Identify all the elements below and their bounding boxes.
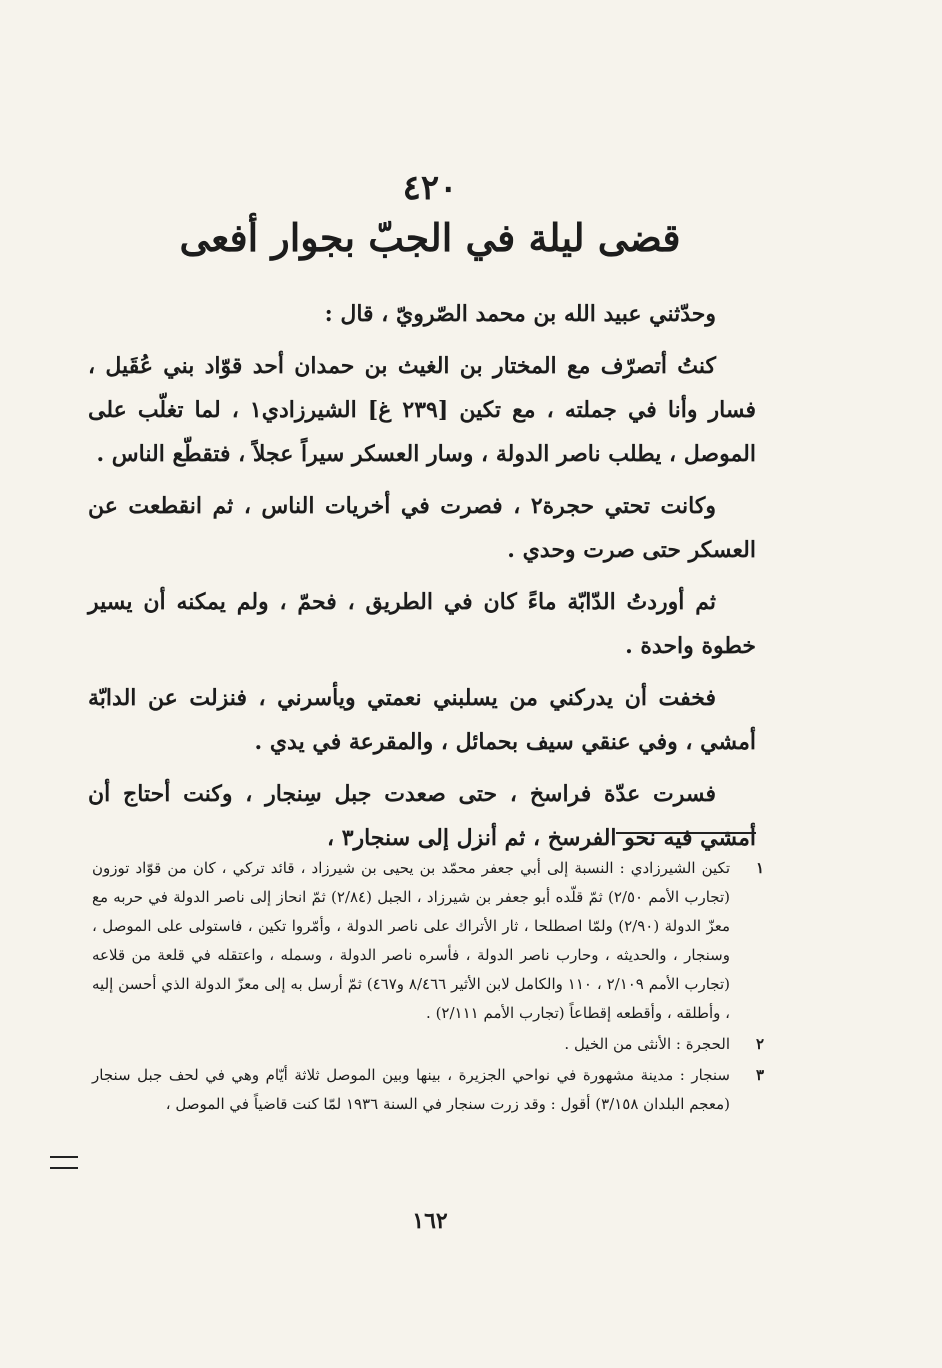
footnote-text: تكين الشيرزادي : النسبة إلى أبي جعفر محمّد بن يحيى بن شيرزاد ، قائد تركي ، كان من قوّاد توزون (تجارب الأمم ٢/٥٠) ثمّ قلّده أبو جعفر بن شيرزاد ، الجبل (٢/٨٤) ثمّ انحاز إلى ناصر الدولة في حربه مع معزّ الدولة (٢/٩٠) ولمّا اصطلحا ، ثار الأتراك على ناصر الدولة ، وأمّروا تكين ، فاستولى على الموصل ، وسنجار ، والحديثه ، وحارب ناصر الدولة ، فأسره ناصر الدولة ، وسمله ، واعتقله في قلعة من قلاعه (تجارب الأمم ٢/١٠٩ ، ١١٠ والكامل لابن الأثير ٨/٤٦٦ و٤٦٧) ثمّ أرسل به إلى معزّ الدولة الذي أحسن إليه ، وأطلقه ، وأقطعه إقطاعاً (تجارب الأمم ٢/١١١) . [92,859,731,1022]
paragraph: وكانت تحتي حجرة٢ ، فصرت في أخريات الناس ، ثم انقطعت عن العسكر حتى صرت وحدي . [88,493,756,563]
paragraph: فسرت عدّة فراسخ ، حتى صعدت جبل سِنجار ، وكنت أحتاج أن أمشي فيه نحو الفرسخ ، ثم أنزل إلى سنجار٣ ، [88,781,756,851]
footnote-number: ١ [755,859,764,877]
paragraph: كنتُ أتصرّف مع المختار بن الغيث بن حمدان أحد قوّاد بني عُقَيل ، فسار وأنا في جملته ، مع تكين [٢٣٩ غ] الشيرزادي١ ، لما تغلّب على الموصل ، يطلب ناصر الدولة ، وسار العسكر سيراً عجلاً ، فتقطّع الناس . [88,353,757,467]
footnote [92,1030,764,1059]
main-text [88,292,756,868]
footnote-separator [616,832,756,834]
footnotes [92,854,764,1121]
paragraph: فخفت أن يدركني من يسلبني نعمتي ويأسرني ، فنزلت عن الدابّة أمشي ، وفي عنقي سيف بحمائل ، والمقرعة في يدي . [88,685,756,755]
paragraph: وحدّثني عبيد الله بن محمد الصّرويّ ، قال : [324,301,716,327]
story-title: قضى ليلة في الجبّ بجوار أفعى [179,215,681,260]
page-number: ١٦٢ [412,1208,448,1234]
footnote-number: ٢ [755,1035,764,1053]
footnote [92,1061,764,1119]
footnote-text: الحجرة : الأنثى من الخيل . [564,1035,730,1053]
paragraph: ثم أوردتُ الدّابّة ماءً كان في الطريق ، فحمّ ، ولم يمكنه أن يسير خطوة واحدة . [88,589,756,659]
story-number: ٤٢٠ [402,168,458,208]
footnote-number: ٣ [755,1066,764,1084]
continuation-mark [50,1156,78,1169]
footnote-text: سنجار : مدينة مشهورة في نواحي الجزيرة ، بينها وبين الموصل ثلاثة أيّام وهي في لحف جبل سنجار (معجم البلدان ٣/١٥٨) أقول : وقد زرت سنجار في السنة ١٩٣٦ لمّا كنت قاضياً في الموصل ، [92,1066,730,1113]
footnote [92,854,764,1028]
